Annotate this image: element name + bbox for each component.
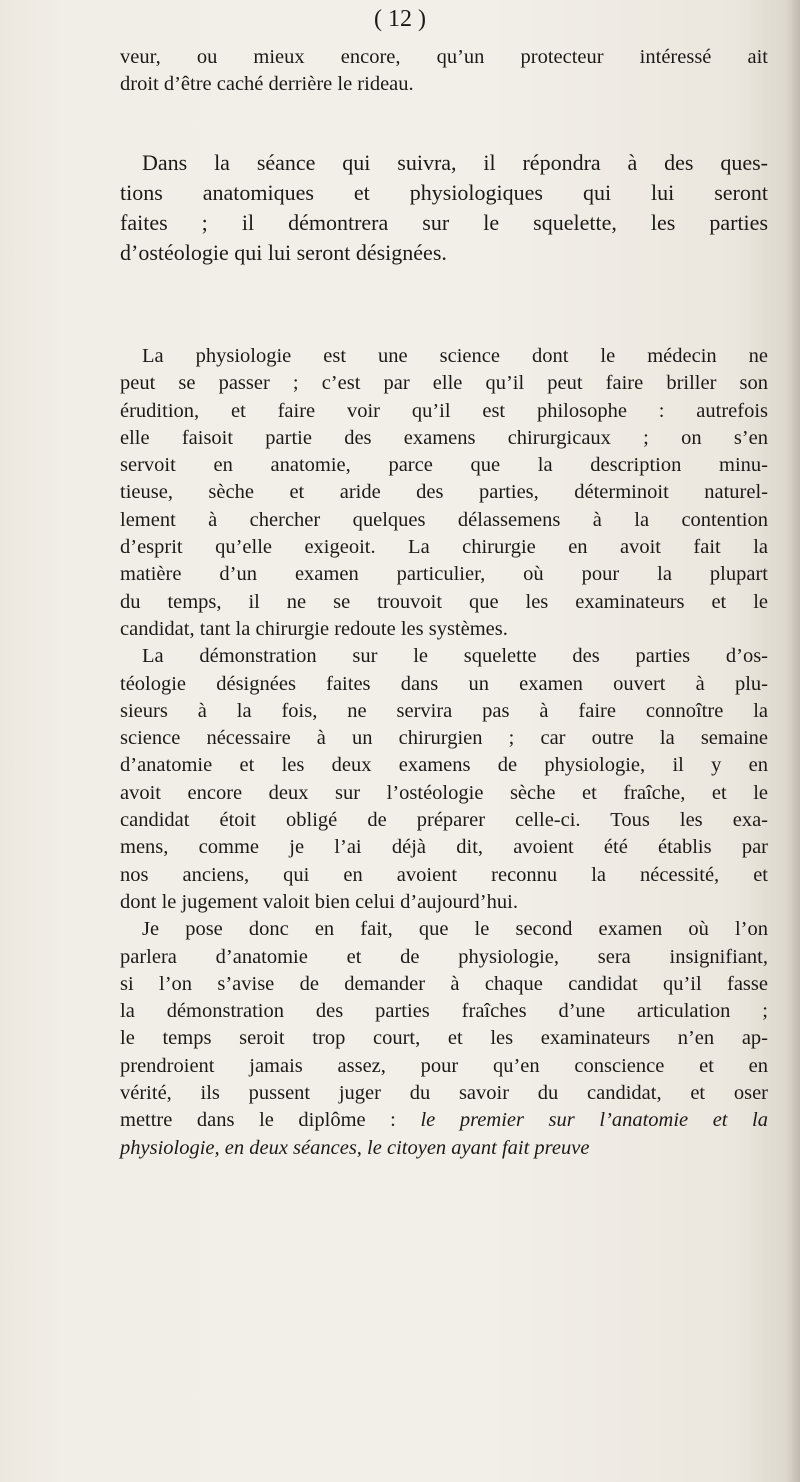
text-line: téologie désignées faites dans un examen ouvert à plu- — [120, 672, 768, 695]
text-line-italic: physiologie, en deux séances, le citoyen ayant fait preuve — [120, 1136, 590, 1159]
text-line: parlera d’anatomie et de physiologie, sera insignifiant, — [120, 945, 768, 968]
text-line: veur, ou mieux encore, qu’un protecteur intéressé ait — [120, 46, 768, 68]
text-line: lement à chercher quelques délassemens à la contention — [120, 508, 768, 531]
text-line: tieuse, sèche et aride des parties, déterminoit naturel- — [120, 481, 768, 504]
paragraph-1 — [120, 44, 768, 99]
text-line: si l’on s’avise de demander à chaque candidat qu’il fasse — [120, 972, 768, 995]
text-line: servoit en anatomie, parce que la description minu- — [120, 454, 768, 477]
text-line: mens, comme je l’ai déjà dit, avoient été établis par — [120, 836, 768, 859]
text-run: mettre dans le diplôme : — [120, 1109, 396, 1132]
text-line: avoit encore deux sur l’ostéologie sèche et fraîche, et le — [120, 781, 768, 804]
text-line: le temps seroit trop court, et les examinateurs n’en ap- — [120, 1027, 768, 1050]
text-line: dont le jugement valoit bien celui d’aujourd’hui. — [120, 890, 518, 913]
text-line: candidat, tant la chirurgie redoute les systèmes. — [120, 617, 508, 640]
text-line: La physiologie est une science dont le médecin ne — [142, 345, 768, 367]
paragraph-2 — [120, 148, 768, 268]
text-line: droit d’être caché derrière le rideau. — [120, 73, 414, 96]
text-line: érudition, et faire voir qu’il est philosophe : autrefois — [120, 399, 768, 422]
page-number: ( 12 ) — [374, 6, 426, 32]
text-line: d’esprit qu’elle exigeoit. La chirurgie en avoit fait la — [120, 536, 768, 559]
text-line: Je pose donc en fait, que le second examen où l’on — [142, 918, 768, 941]
italic-run: le premier sur l’anatomie et la — [420, 1109, 769, 1132]
text-line: elle faisoit partie des examens chirurgicaux ; on s’en — [120, 426, 768, 449]
text-line: faites ; il démontrera sur le squelette, les parties — [120, 210, 768, 235]
text-line: tions anatomiques et physiologiques qui lui seront — [120, 180, 768, 205]
text-line: prendroient jamais assez, pour qu’en conscience et en — [120, 1054, 768, 1077]
text-line: d’ostéologie qui lui seront désignées. — [120, 240, 447, 265]
page-edge-shadow — [786, 0, 800, 1482]
text-line: Dans la séance qui suivra, il répondra à des ques- — [142, 150, 768, 175]
text-line: sieurs à la fois, ne servira pas à faire connoître la — [120, 699, 768, 722]
text-line: d’anatomie et les deux examens de physiologie, il y en — [120, 754, 768, 777]
text-line: candidat étoit obligé de préparer celle-ci. Tous les exa- — [120, 809, 768, 832]
text-line: science nécessaire à un chirurgien ; car outre la semaine — [120, 727, 768, 750]
text-line: peut se passer ; c’est par elle qu’il peut faire briller son — [120, 372, 768, 395]
paragraph-3 — [120, 343, 768, 1162]
text-line: matière d’un examen particulier, où pour la plupart — [120, 563, 768, 586]
text-line: du temps, il ne se trouvoit que les examinateurs et le — [120, 590, 768, 613]
text-line: nos anciens, qui en avoient reconnu la nécessité, et — [120, 863, 768, 886]
text-line: la démonstration des parties fraîches d’une articulation ; — [120, 1000, 768, 1023]
text-line: vérité, ils pussent juger du savoir du candidat, et oser — [120, 1082, 768, 1105]
text-line-mixed — [120, 1107, 768, 1134]
text-line: La démonstration sur le squelette des parties d’os- — [142, 645, 768, 668]
